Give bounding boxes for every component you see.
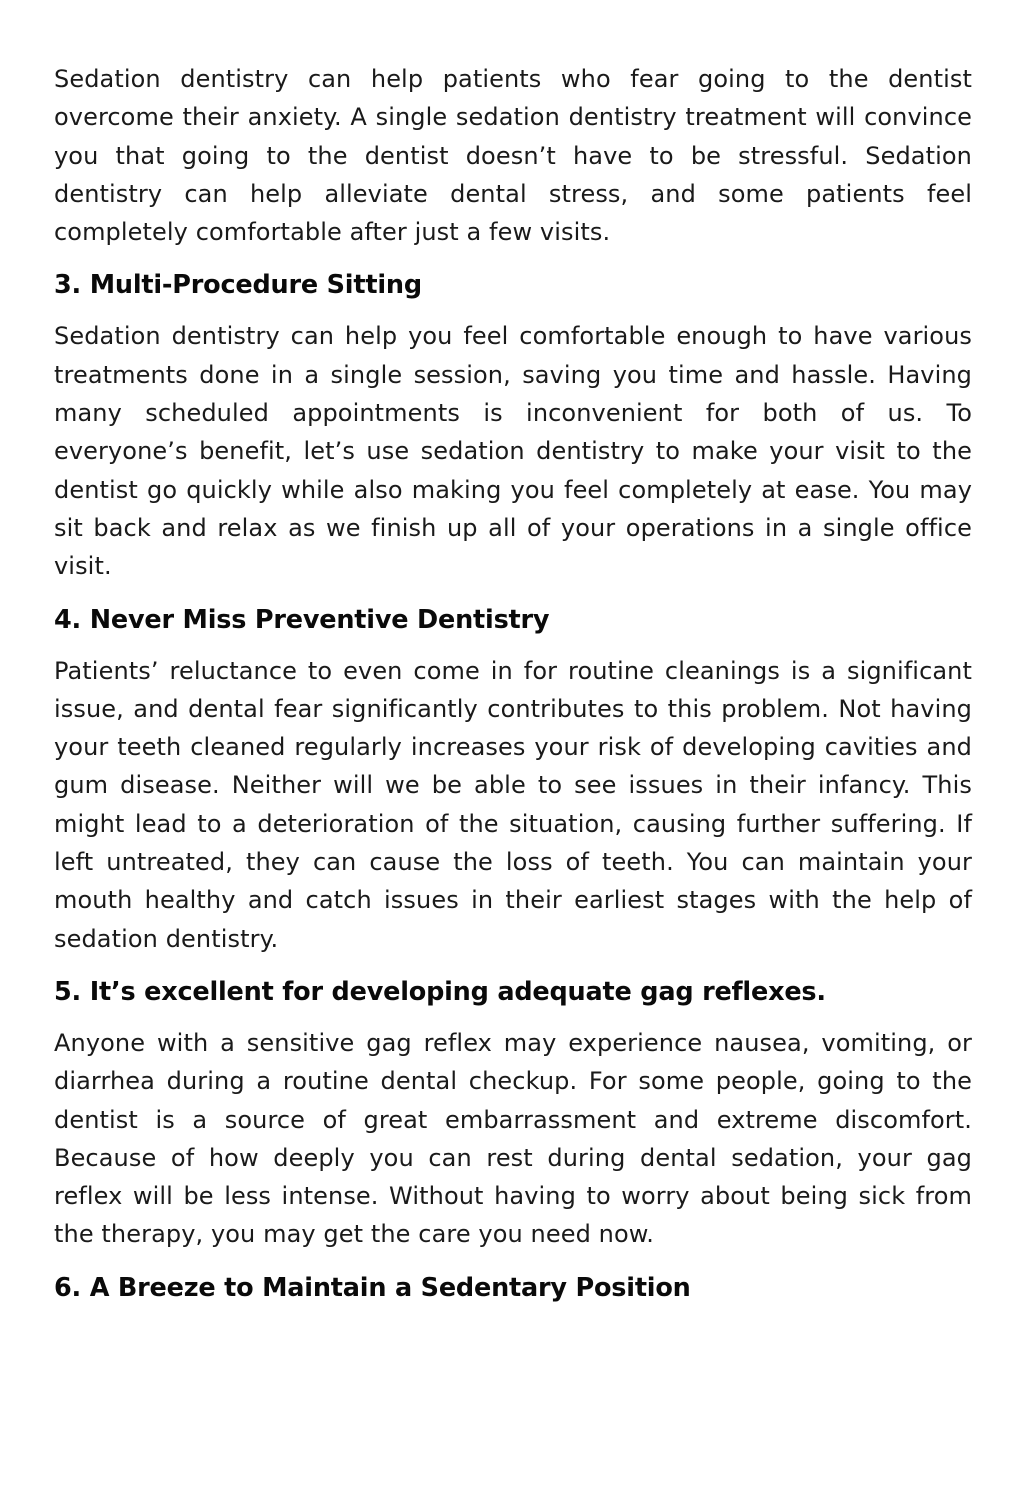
section-heading-gag-reflex: 5. It’s excellent for developing adequate gag reflexes.: [54, 976, 826, 1007]
section-heading-multi-procedure: 3. Multi-Procedure Sitting: [54, 270, 422, 301]
section-heading-sedentary: 6. A Breeze to Maintain a Sedentary Position: [54, 1272, 691, 1303]
intro-paragraph: Sedation dentistry can help patients who fear going to the dentist overcome their anxiety. A single sedation dentistry treatment will convince you that going to the dentist doesn’t have to be stressful. Sedation dentistry can help alleviate dental stress, and some patients feel completely comfortable after just a few visits.: [54, 65, 972, 247]
section-heading-preventive: 4. Never Miss Preventive Dentistry: [54, 604, 550, 635]
document-page: [54, 60, 972, 1320]
section-paragraph-preventive: Patients’ reluctance to even come in for routine cleanings is a significant issue, and dental fear significantly contributes to this problem. Not having your teeth cleaned regularly increases your risk of developing cavities and gum disease. Neither will we be able to see issues in their infancy. This might lead to a deterioration of the situation, causing further suffering. If left untreated, they can cause the loss of teeth. You can maintain your mouth healthy and catch issues in their earliest stages with the help of sedation dentistry.: [54, 656, 972, 953]
section-paragraph-gag-reflex: Anyone with a sensitive gag reflex may experience nausea, vomiting, or diarrhea during a routine dental checkup. For some people, going to the dentist is a source of great embarrassment and extreme discomfort. Because of how deeply you can rest during dental sedation, your gag reflex will be less intense. Without having to worry about being sick from the therapy, you may get the care you need now.: [54, 1028, 972, 1249]
section-paragraph-multi-procedure: Sedation dentistry can help you feel comfortable enough to have various treatments done in a single session, saving you time and hassle. Having many scheduled appointments is inconvenient for both of us. To everyone’s benefit, let’s use sedation dentistry to make your visit to the dentist go quickly while also making you feel completely at ease. You may sit back and relax as we finish up all of your operations in a single office visit.: [54, 322, 972, 581]
